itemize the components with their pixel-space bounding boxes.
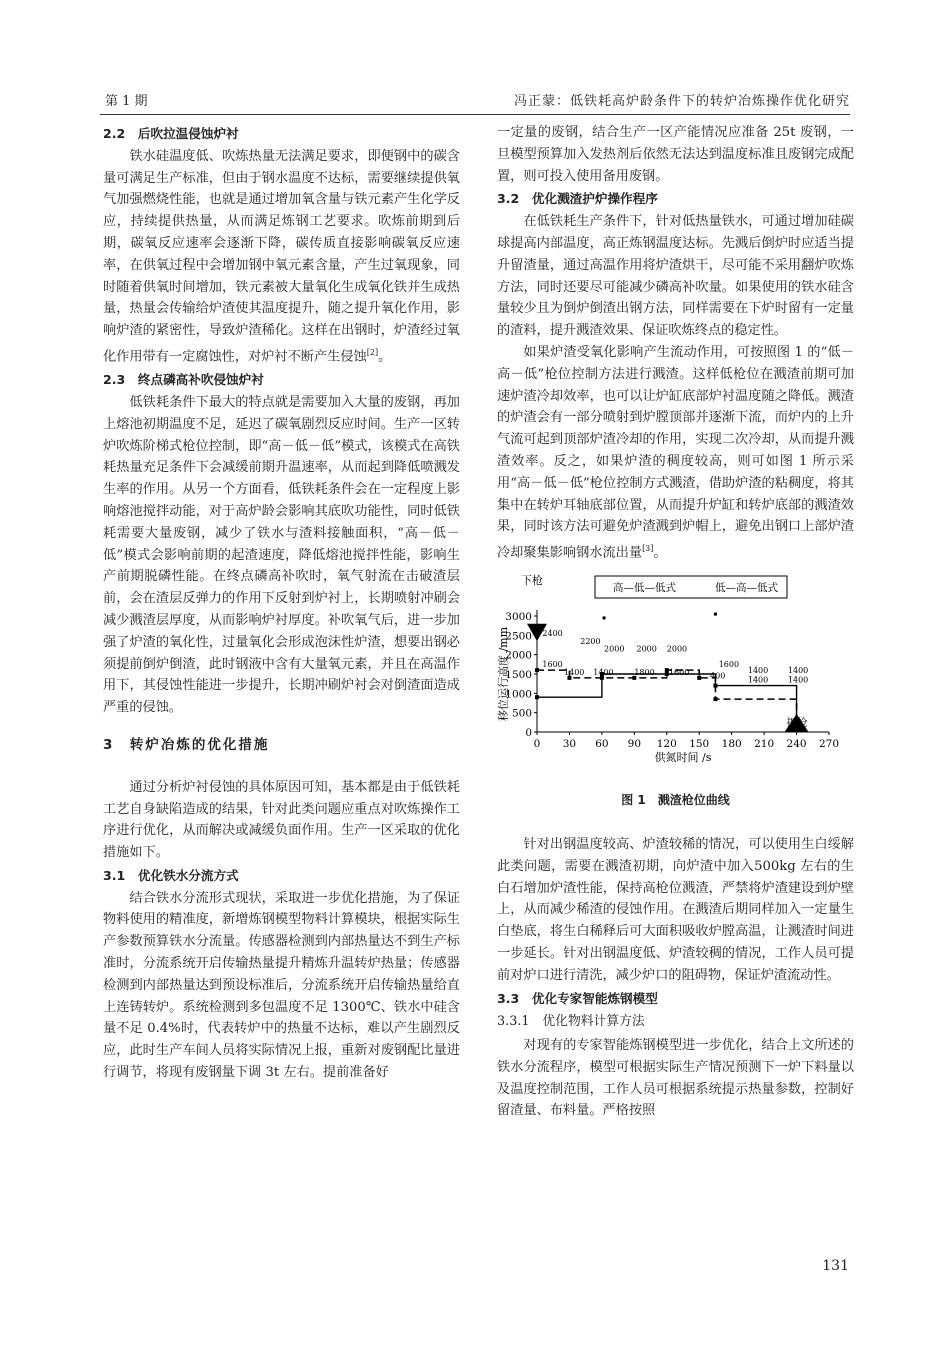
section-2-2-title: 2.2 后吹拉温侵蚀炉衬 [103, 126, 239, 141]
scatter-point [603, 617, 606, 620]
data-label: 1400 [747, 675, 769, 685]
scatter-point [714, 613, 717, 616]
section-2-2-paragraph [103, 146, 460, 368]
data-label: 2000 [666, 644, 688, 654]
x-tick-label: 150 [689, 738, 710, 751]
section-3-2-paragraph-2 [497, 342, 854, 564]
x-tick-label: 240 [786, 738, 807, 751]
x-tick-label: 60 [595, 738, 609, 751]
continued-paragraph: 一定量的废钢，结合生产一区产能情况应准备 25t 废钢，一旦模型预算加入发热剂后依然无法达到温度标准且废钢完成配置，则可投入使用备用废钢。 [497, 125, 854, 184]
left-column [103, 122, 460, 1084]
figure-1 [493, 572, 854, 790]
x-tick-label: 120 [656, 738, 677, 751]
section-3-2-paragraph-3: 针对出钢温度较高、炉渣较稀的情况，可以使用生白绥解此类问题，需要在溅渣初期，向炉渣中加入500kg 左右的生白石增加炉渣性能，保持高枪位溅渣，严禁将炉渣建设到炉壁上，从而减少稀渣的侵蚀作用。在溅渣后期同样加入一定量生白垫底，将生白稀释后可大面积吸收炉膛高温，让溅渣时间进一步延长。针对出钢温度低、炉渣较稠的情况，工作人员可提前对炉口进行清洗，减少炉口的阻碍物，保证炉渣流动性。 [497, 836, 854, 983]
citation: [3] [642, 544, 654, 554]
section-3-paragraph: 通过分析炉衬侵蚀的具体原因可知，基本都是由于低铁耗工艺自身缺陷造成的结果，针对此类问题应重点对吹炼操作工序进行优化，从而解决或减缓负面作用。生产一区采取的优化措施如下。 [103, 779, 460, 861]
data-label: 2400 [542, 629, 563, 639]
journal-issue: 第 1 期 [105, 94, 148, 109]
x-tick-label: 90 [627, 738, 642, 751]
x-tick-label: 210 [754, 738, 775, 751]
data-label: 1400 [564, 668, 585, 678]
y-axis-label: 移位运行高度 /mm [497, 627, 510, 722]
running-title: 冯正蒙：低铁耗高炉龄条件下的转炉冶炼操作优化研究 [513, 94, 850, 109]
data-label: 1800 [634, 668, 655, 678]
data-label: 2000 [604, 644, 625, 654]
section-3-1-title: 3.1 优化铁水分流方式 [103, 867, 239, 883]
y-tick-label: 2500 [505, 630, 532, 643]
section-2-3-title: 2.3 终点磷高补吹侵蚀炉衬 [103, 372, 264, 388]
x-axis-label: 供氮时间 /s [654, 751, 712, 765]
series-point [535, 696, 539, 700]
y-tick-label: 1500 [505, 669, 532, 682]
series-point [535, 668, 539, 672]
y-tick-label: 3000 [505, 611, 532, 624]
data-label: 1600 [542, 660, 563, 670]
data-label: 400 [710, 672, 726, 682]
page-number: 131 [822, 1258, 849, 1274]
data-label: 1600 [718, 660, 740, 670]
data-label: 2200 [580, 637, 601, 647]
data-label: 1400 [747, 666, 769, 676]
data-label: 1600 [668, 668, 690, 678]
legend-item: 低—高—低式 [715, 582, 778, 595]
section-3-2-paragraph-1: 在低铁耗生产条件下，针对低热量铁水，可通过增加硅碳球提高内部温度，高正炼钢温度达标。先溅后倒炉时应适当提升留渣量，通过高温作用将炉渣烘干，尽可能不采用翻炉吹炼方法，同时还要尽可能减少磷高补吹量。如果使用的铁水硅含量较少且为倒炉倒渣出钢方法，同样需要在下炉时留有一定量的渣料，提升溅渣效果、保证吹炼终点的稳定性。 [497, 214, 854, 339]
section-3-3-1-title: 3.3.1 优化物料计算方法 [497, 1014, 645, 1030]
legend-item: 高—低—低式 [613, 582, 676, 595]
y-tick-label: 1000 [505, 688, 532, 701]
paragraph-end: 。 [378, 349, 392, 365]
right-column [497, 122, 854, 1122]
y-tick-label: 0 [525, 727, 532, 740]
citation: [2] [366, 347, 379, 357]
data-label: 1400 [787, 666, 809, 676]
x-tick-label: 0 [533, 738, 541, 751]
paragraph-text: 如果炉渣受氧化影响产生流动作用，可按照图 1 的“低－高－低”枪位控制方法进行溅渣。这样低枪位在溅渣前期可加速炉渣冷却效率，也可以让炉缸底部炉衬温度随之降低。溅渣的炉渣会有一部分喷射到炉膛顶部并逐渐下流，而炉内的上升气流可起到顶部炉渣冷却的作用，实现二次冷却，从而提升溅渣效率。反之，如果炉渣的稠度较高，则可如图 1 所示采用“高－低－低”枪位控制方式溅渣，借助炉渣的粘稠度，将其集中在转炉耳轴底部位置，从而提升炉缸和转炉底部的溅渣效果，同时该方法可避免炉渣溅到炉帽上，避免出钢口上部炉渣冷却聚集影响钢水流出量 [497, 344, 854, 561]
figure-caption: 图 1 溅渣枪位曲线 [621, 793, 730, 808]
series-point [713, 684, 717, 688]
series-point [713, 697, 717, 701]
data-label: 2000 [636, 644, 657, 654]
y-tick-label: 2000 [505, 649, 532, 662]
series-point [697, 676, 701, 680]
section-3-1-paragraph: 结合铁水分流形式现状，采取进一步优化措施，为了保证物料使用的精准度，新增炼钢模型物料计算模块，根据实际生产参数预算铁水分流量。传感器检测到内部热量达不到生产标准时，分流系统开启传输热量提升精炼升温转炉热量；传感器检测到内部热量达到预设标准后，分流系统开启传输热量给直上连铸转炉。系统检测到多包温度不足 1300℃、铁水中硅含量不足 0.4%时，代表转炉中的热量不达标，难以产生剧烈反应，此时生产车间人员将实际情况上报，重新对废钢配比量进行调节，将现有废钢量下调 3t 左右。提前准备好 [103, 890, 460, 1081]
lance-down-label: 下枪 [521, 574, 543, 588]
paragraph-end: 。 [653, 545, 667, 561]
header-divider [100, 114, 850, 115]
section-2-3-paragraph: 低铁耗条件下最大的特点就是需要加入大量的废钢，再加上熔池初期温度不足，延迟了碳氧剧烈反应时间。生产一区转炉吹炼阶梯式枪位控制，即“高－低－低”模式，该模式在高铁耗热量充足条件下会减缓前期升温速率，从而起到降低喷溅发生率的作用。从另一个方面看，低铁耗条件会在一定程度上影响熔池搅拌动能，对于高炉龄会影响其底吹功能性，同时低铁耗需要大量废钢，减少了铁水与渣料接触面积，“高－低－低”模式会影响前期的起渣速度，降低熔池搅拌性能，影响生产前期脱磷性能。在终点磷高补吹时，氧气射流在击破渣层前，会在渣层反弹力的作用下反射到炉衬上，长期喷射冲刷会减少溅渣层厚度，从而影响炉衬厚度。补吹氧气后，进一步加强了炉渣的氧化性，过量氧化会形成泡沫性炉渣，想要出钢必须提前倒炉倒渣，此时钢液中含有大量氧元素，并且在高温作用下，其侵蚀性能进一步提升，长期冲刷炉衬会对倒渣面造成严重的侵蚀。 [103, 394, 460, 716]
paragraph-text: 铁水硅温度低、吹炼热量无法满足要求，即便钢中的碳含量可满足生产标准，但由于钢水温度不达标，需要继续提供氧气加强燃烧性能，也就是通过增加氧含量与铁元素产生化学反应，持续提供热量，从而满足炼钢工艺要求。吹炼前期到后期，碳氧反应速率会逐渐下降，碳传质直接影响碳氧反应速率，在供氧过程中会增加钢中氧元素含量，产生过氧现象，同时随着供氧时间增加，铁元素被大量氧化生成氧化铁并生成热量，热量会传输给炉渣使其温度提升，随之提升氧化作用，影响炉渣的紧密性，导致炉渣稀化。这样在出钢时，炉渣经过氧化作用带有一定腐蚀性，对炉衬不断产生侵蚀 [103, 148, 460, 365]
section-3-3-1-paragraph: 对现有的专家智能炼钢模型进一步优化，结合上文所述的铁水分流程序，模型可根据实际生产情况预测下一炉下料量以及温度控制范围，工作人员可根据系统提示热量参数，控制好留渣量、布料量。严格按照 [497, 1038, 854, 1119]
section-3-2-title: 3.2 优化溅渣护炉操作程序 [497, 191, 658, 207]
y-tick-label: 500 [511, 707, 532, 720]
section-3-title: 3 转炉冶炼的优化措施 [103, 736, 270, 753]
x-tick-label: 30 [562, 738, 577, 751]
x-tick-label: 270 [818, 738, 840, 751]
data-label: 1400 [593, 668, 614, 678]
data-label: 1400 [787, 675, 809, 685]
x-tick-label: 180 [721, 738, 742, 751]
lance-up-label: 提枪 [786, 717, 808, 730]
lance-position-chart [493, 572, 853, 782]
section-3-3-title: 3.3 优化专家智能炼钢模型 [497, 990, 658, 1006]
